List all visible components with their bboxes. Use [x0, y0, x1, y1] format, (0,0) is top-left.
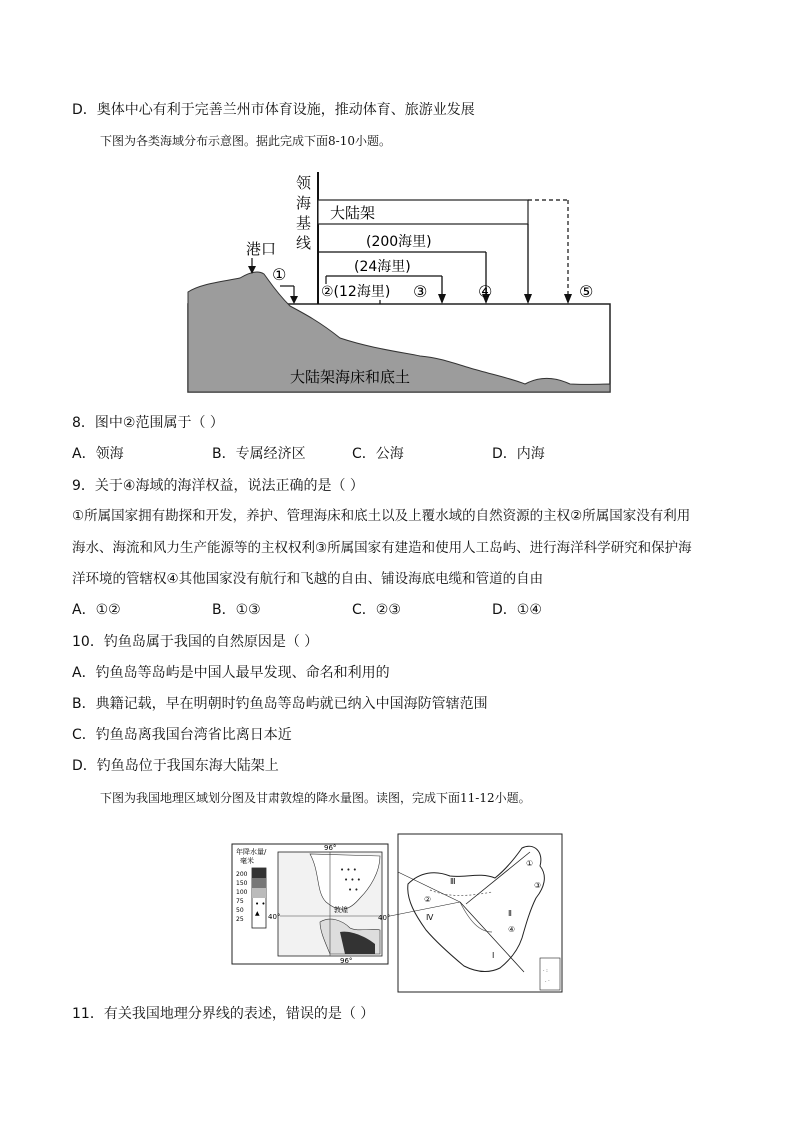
q10-option-b: B．典籍记载，早在明朝时钓鱼岛等岛屿就已纳入中国海防管辖范围: [72, 696, 488, 712]
q9-option-c: C．②③: [352, 602, 401, 618]
region-map-diagram: [230, 832, 566, 996]
svg-text:100: 100: [236, 889, 248, 896]
svg-text:· :: · :: [543, 968, 548, 974]
svg-text:③: ③: [534, 881, 542, 890]
svg-text:线: 线: [296, 234, 312, 252]
q8-option-a: A．领海: [72, 446, 124, 462]
seabed-label: 大陆架海床和底土: [290, 368, 411, 386]
svg-text:Ⅱ: Ⅱ: [508, 909, 512, 918]
q9-body-line-3: 洋环境的管辖权④其他国家没有航行和飞越的自由、铺设海底电缆和管道的自由: [72, 571, 544, 587]
svg-text:海: 海: [296, 194, 312, 212]
q10-option-d: D．钓鱼岛位于我国东海大陆架上: [72, 758, 279, 774]
svg-text:④: ④: [508, 925, 516, 934]
svg-text:• • •: • • •: [340, 866, 357, 874]
lat-label-right: 40°: [378, 914, 391, 922]
svg-text:①: ①: [526, 859, 534, 868]
svg-text:Ⅰ: Ⅰ: [492, 951, 495, 960]
q9-body-line-1: ①所属国家拥有勘探和开发，养护、管理海床和底土以及上覆水域的自然资源的主权②所属国家没有利用: [72, 508, 691, 524]
label-1: ①: [272, 265, 287, 284]
svg-text:Ⅳ: Ⅳ: [426, 913, 434, 922]
svg-text:▲: ▲: [255, 910, 260, 917]
svg-text:基: 基: [296, 214, 312, 232]
q10-option-a: A．钓鱼岛等岛屿是中国人最早发现、命名和利用的: [72, 665, 390, 681]
svg-text:50: 50: [236, 907, 244, 914]
svg-text:领: 领: [296, 174, 312, 192]
q8-stem: 8．图中②范围属于（ ）: [72, 415, 224, 431]
svg-text:200: 200: [236, 871, 248, 878]
nm200-label: (200海里): [366, 234, 432, 250]
q9-option-d: D．①④: [492, 602, 542, 618]
svg-text:• •: • •: [255, 900, 266, 908]
port-label: 港口: [246, 240, 277, 258]
label-3: ③: [413, 282, 428, 301]
svg-text:25: 25: [236, 916, 244, 923]
q10-stem: 10．钓鱼岛属于我国的自然原因是（ ）: [72, 634, 319, 650]
q9-option-b: B．①③: [212, 602, 261, 618]
q9-stem: 9．关于④海域的海洋权益，说法正确的是（ ）: [72, 478, 364, 494]
svg-text:150: 150: [236, 880, 248, 887]
legend-title-2: 毫米: [240, 857, 254, 865]
intro-11-12: 下图为我国地理区域划分图及甘肃敦煌的降水量图。读图，完成下面11-12小题。: [100, 791, 531, 805]
dunhuang-label: 敦煌: [334, 906, 348, 914]
svg-text:75: 75: [236, 898, 244, 905]
nm24-label: (24海里): [354, 259, 411, 275]
svg-text:• •: • •: [348, 886, 359, 894]
baseline-label: [296, 174, 312, 252]
q10-option-c: C．钓鱼岛离我国台湾省比离日本近: [72, 727, 292, 743]
q9-body-line-2: 海水、海流和风力生产能源等的主权权利③所属国家有建造和使用人工岛屿、进行海洋科学研究和保护海: [72, 540, 692, 556]
lon-label-bottom: 96°: [340, 957, 353, 965]
shelf-label: 大陆架: [330, 204, 376, 222]
svg-text:Ⅲ: Ⅲ: [450, 877, 456, 886]
q8-option-d: D．内海: [492, 446, 545, 462]
svg-text:. ·: . ·: [545, 978, 550, 984]
nm12-label: ②(12海里): [321, 284, 391, 300]
q7-option-d: D．奥体中心有利于完善兰州市体育设施，推动体育、旅游业发展: [72, 102, 475, 118]
label-5: ⑤: [579, 282, 594, 301]
q8-option-b: B．专属经济区: [212, 446, 306, 462]
svg-text:• • •: • • •: [344, 876, 361, 884]
q8-option-c: C．公海: [352, 446, 404, 462]
intro-8-10: 下图为各类海域分布示意图。据此完成下面8-10小题。: [100, 134, 391, 148]
lat-label-left: 40°: [268, 913, 281, 921]
q11-stem: 11．有关我国地理分界线的表述，错误的是（ ）: [72, 1006, 375, 1022]
sea-zones-diagram: [180, 172, 620, 398]
svg-text:②: ②: [424, 895, 432, 904]
legend-title-1: 年降水量/: [236, 848, 267, 856]
q9-option-a: A．①②: [72, 602, 121, 618]
lon-label-top: 96°: [324, 844, 337, 852]
label-4: ④: [478, 282, 493, 301]
